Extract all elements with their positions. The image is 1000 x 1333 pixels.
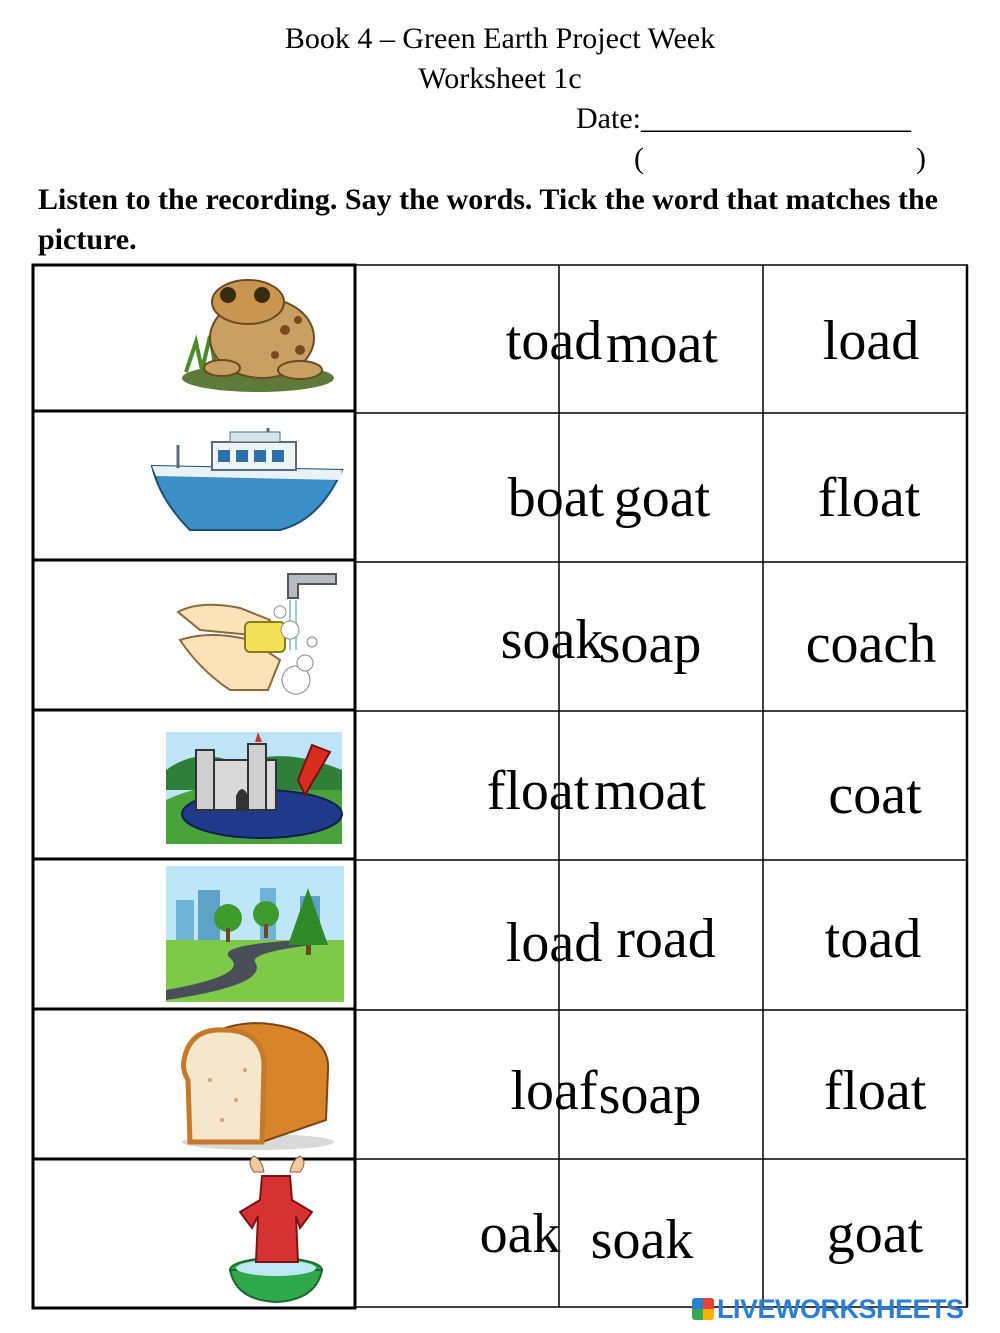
word-choice-boat[interactable]: boat — [507, 467, 605, 529]
watermark-text: LIVEWORKSHEETS — [717, 1294, 964, 1324]
worksheet-title: Book 4 – Green Earth Project Week — [284, 22, 716, 55]
word-choice-load[interactable]: load — [505, 912, 603, 974]
word-choice-load[interactable]: load — [822, 310, 920, 372]
word-choice-float[interactable]: float — [823, 1060, 927, 1122]
worksheet-subtitle: Worksheet 1c — [418, 62, 582, 95]
date-field: Date:__________________ — [576, 102, 911, 135]
word-choice-coach[interactable]: coach — [805, 613, 937, 675]
word-choice-float[interactable]: float — [817, 467, 921, 529]
soak-picture — [230, 1156, 322, 1302]
loaf-picture — [182, 1023, 334, 1150]
word-choice-float[interactable]: float — [486, 760, 590, 822]
word-choice-toad[interactable]: toad — [824, 908, 922, 970]
word-choice-soak[interactable]: soak — [590, 1209, 694, 1271]
road-picture — [166, 866, 344, 1002]
instructions: Listen to the recording. Say the words. Tick the word that matches the picture. — [38, 183, 938, 256]
word-choice-oak[interactable]: oak — [479, 1203, 561, 1265]
boat-picture — [152, 428, 342, 530]
word-choice-moat[interactable]: moat — [594, 760, 706, 822]
word-choice-toad[interactable]: toad — [505, 310, 603, 372]
liveworksheets-logo-icon — [692, 1298, 714, 1320]
word-choice-moat[interactable]: moat — [606, 313, 718, 375]
name-paren-open: ( — [634, 142, 644, 175]
word-choice-goat[interactable]: goat — [613, 467, 711, 529]
toad-picture — [182, 280, 334, 392]
word-choice-coat[interactable]: coat — [828, 764, 922, 826]
word-choice-loaf[interactable]: loaf — [510, 1060, 598, 1122]
word-choice-soap[interactable]: soap — [598, 1064, 702, 1126]
liveworksheets-watermark — [692, 1294, 964, 1325]
word-choice-soak[interactable]: soak — [500, 609, 604, 671]
word-choice-goat[interactable]: goat — [826, 1203, 924, 1265]
name-paren-close: ) — [916, 142, 926, 175]
word-choice-road[interactable]: road — [616, 908, 716, 970]
moat-picture — [166, 732, 342, 844]
word-choice-soap[interactable]: soap — [598, 613, 702, 675]
soap-picture — [178, 574, 336, 694]
